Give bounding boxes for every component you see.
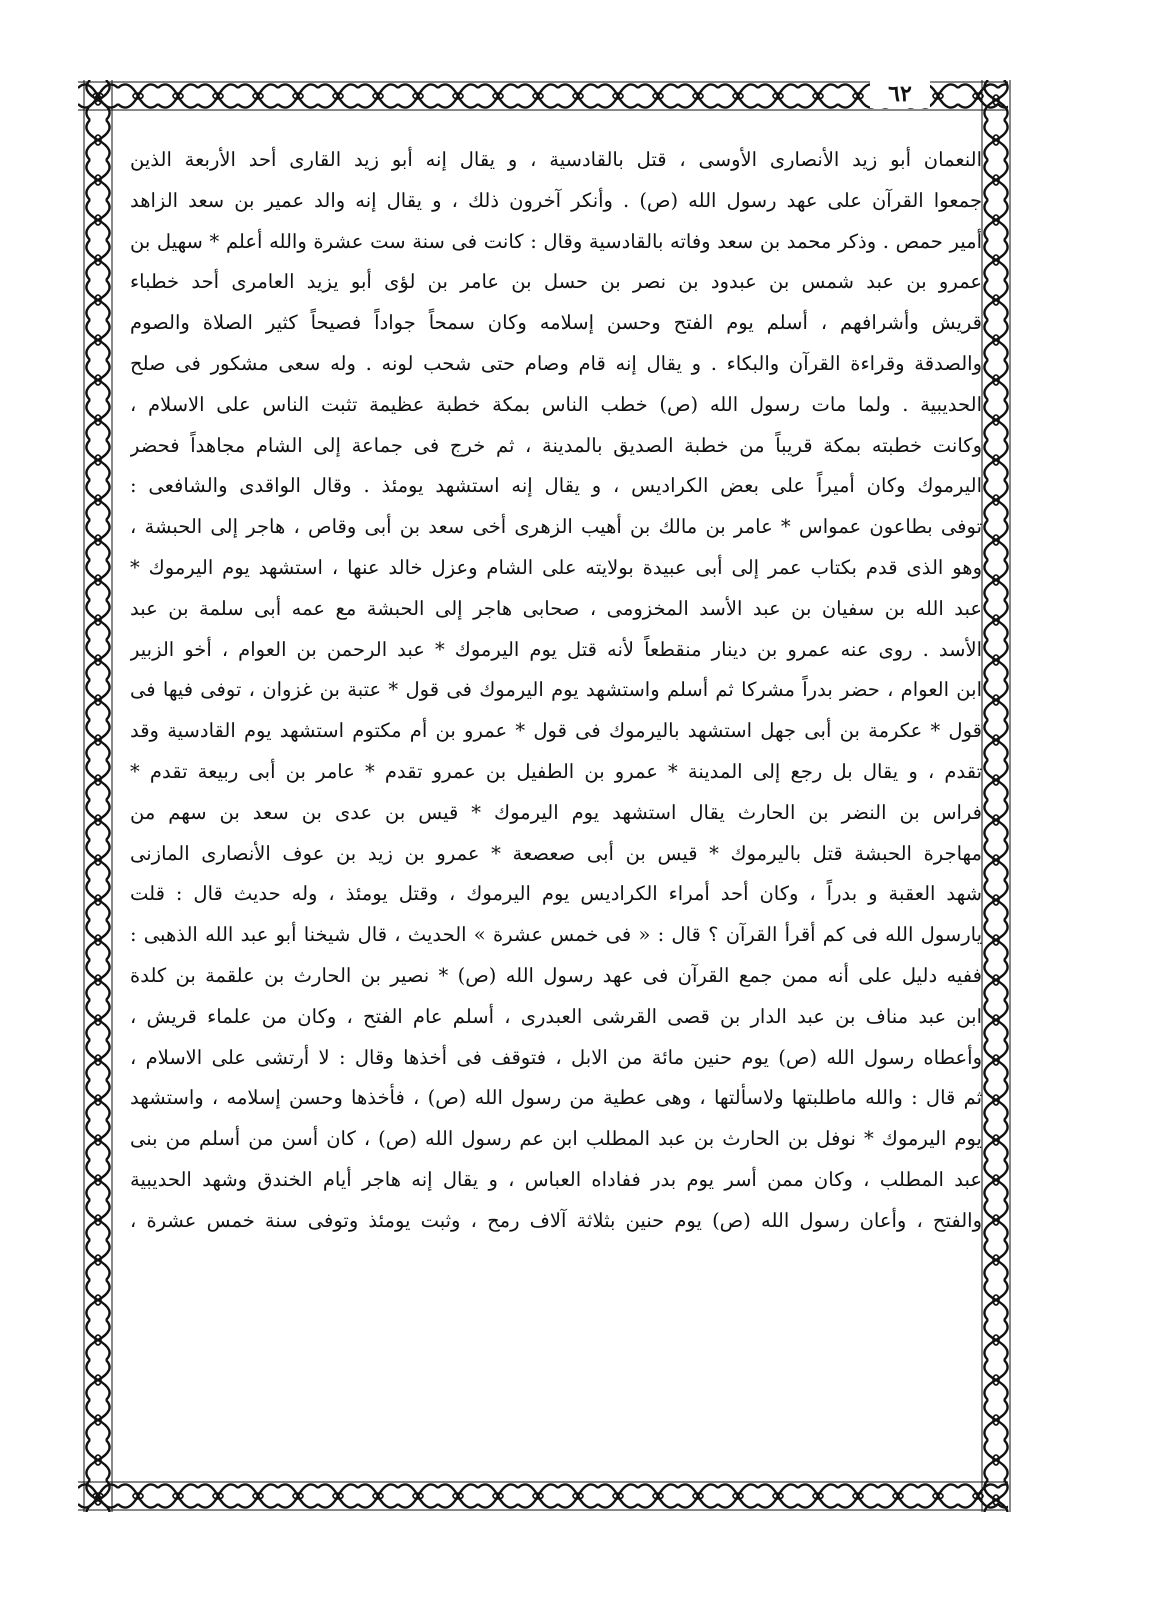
ornamental-border-bottom <box>78 1478 1008 1514</box>
page-number: ٦٢ <box>870 80 930 108</box>
text-line: توفى بطاعون عمواس * عامر بن مالك بن أهيب الزهرى أخى سعد بن أبى وقاص ، هاجر إلى الحبشة ، <box>130 515 982 539</box>
text-line: اليرموك وكان أميراً على بعض الكراديس ، و يقال إنه استشهد يومئذ . وقال الواقدى والشافعى : <box>130 474 982 498</box>
text-line: والفتح ، وأعان رسول الله (ص) يوم حنين بثلاثة آلاف رمح ، وثبت يومئذ وتوفى سنة خمس عشرة ، <box>130 1208 982 1232</box>
text-line: قول * عكرمة بن أبى جهل استشهد باليرموك فى قول * عمرو بن أم مكتوم استشهد يوم القادسية وقد <box>130 719 982 743</box>
text-line: ثم قال : والله ماطلبتها ولاسألتها ، وهى عطية من رسول الله (ص) ، فأخذها وحسن إسلامه ، واستشهد <box>130 1086 982 1110</box>
text-line: ففيه دليل على أنه ممن جمع القرآن فى عهد رسول الله (ص) * نصير بن الحارث بن علقمة بن كلدة <box>130 963 982 987</box>
ornamental-border-top <box>78 78 1008 114</box>
text-line: ابن العوام ، حضر بدراً مشركا ثم أسلم واستشهد يوم اليرموك فى قول * عتبة بن غزوان ، توفى فيها فى <box>130 678 982 702</box>
text-line: يوم اليرموك * نوفل بن الحارث بن عبد المطلب ابن عم رسول الله (ص) ، كان أسن من أسلم من بنى <box>130 1127 982 1151</box>
text-line: النعمان أبو زيد الأنصارى الأوسى ، قتل بالقادسية ، و يقال إنه أبو زيد القارى أحد الأربعة الذين <box>130 148 982 171</box>
text-line: ابن عبد مناف بن عبد الدار بن قصى القرشى العبدرى ، أسلم عام الفتح ، وكان من علماء قريش ، <box>130 1004 982 1028</box>
text-line: وكانت خطبته بمكة قريباً من خطبة الصديق بالمدينة ، ثم خرج فى جماعة إلى الشام مجاهداً فحضر <box>130 433 982 457</box>
text-line: جمعوا القرآن على عهد رسول الله (ص) . وأنكر آخرون ذلك ، و يقال إنه والد عمير بن سعد الزاهد <box>130 188 982 212</box>
text-line: مهاجرة الحبشة قتل باليرموك * قيس بن أبى صعصعة * عمرو بن زيد بن عوف الأنصارى المازنى <box>130 841 982 865</box>
text-line: الحديبية . ولما مات رسول الله (ص) خطب الناس بمكة خطبة عظيمة تثبت الناس على الاسلام ، <box>130 392 982 416</box>
text-line: فراس بن النضر بن الحارث يقال استشهد يوم اليرموك * قيس بن عدى بن سعد بن سهم من <box>130 800 982 824</box>
text-line: وهو الذى قدم بكتاب عمر إلى أبى عبيدة بولايته على الشام وعزل خالد عنها ، استشهد يوم اليرموك * <box>130 555 982 579</box>
ornamental-border-right <box>978 80 1014 1512</box>
text-line: قريش وأشرافهم ، أسلم يوم الفتح وحسن إسلامه وكان سمحاً جواداً فصيحاً كثير الصلاة والصوم <box>130 311 982 335</box>
text-line: عمرو بن عبد شمس بن عبدود بن نصر بن حسل بن عامر بن لؤى أبو يزيد العامرى أحد خطباء <box>130 270 982 294</box>
body-text <box>130 140 982 1470</box>
text-line: والصدقة وقراءة القرآن والبكاء . و يقال إنه قام وصام حتى شحب لونه . وله سعى مشكور فى صلح <box>130 351 982 375</box>
text-line: عبد الله بن سفيان بن عبد الأسد المخزومى ، صحابى هاجر إلى الحبشة مع عمه أبى سلمة بن عبد <box>130 596 982 620</box>
text-line: وأعطاه رسول الله (ص) يوم حنين مائة من الابل ، فتوقف فى أخذها وقال : لا أرتشى على الاسلام ، <box>130 1045 982 1069</box>
text-line: أمير حمص . وذكر محمد بن سعد وفاته بالقادسية وقال : كانت فى سنة ست عشرة والله أعلم * سهيل بن <box>130 229 982 253</box>
text-line: تقدم ، و يقال بل رجع إلى المدينة * عمرو بن الطفيل بن عمرو تقدم * عامر بن أبى ربيعة تقدم * <box>130 759 982 783</box>
text-line: الأسد . روى عنه عمرو بن دينار منقطعاً لأنه قتل يوم اليرموك * عبد الرحمن بن العوام ، أخو الزبير <box>130 637 982 661</box>
ornamental-border-left <box>80 80 116 1512</box>
text-line: عبد المطلب ، وكان ممن أسر يوم بدر ففاداه العباس ، و يقال إنه هاجر أيام الخندق وشهد الحديبية <box>130 1167 982 1191</box>
text-line: شهد العقبة و بدراً ، وكان أحد أمراء الكراديس يوم اليرموك ، وقتل يومئذ ، وله حديث قال : قلت <box>130 882 982 906</box>
text-line: يارسول الله فى كم أقرأ القرآن ؟ قال : « فى خمس عشرة » الحديث ، قال شيخنا أبو عبد الله الذهبى : <box>130 923 982 947</box>
